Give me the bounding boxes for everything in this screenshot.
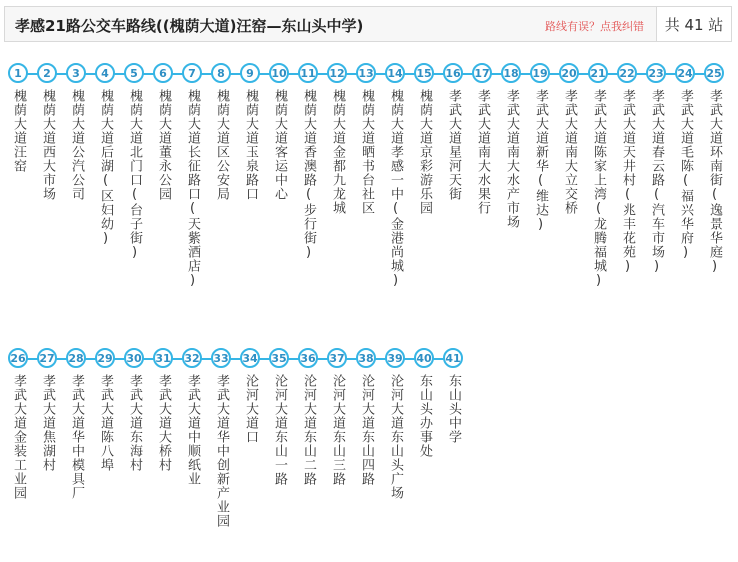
station-row-1 — [0, 63, 738, 343]
station-name: 孝武大道星河天街 — [446, 89, 461, 201]
station-number-badge: 3 — [66, 63, 86, 83]
station-stop[interactable] — [92, 348, 120, 560]
station-stop[interactable] — [382, 348, 410, 560]
station-stop[interactable] — [208, 348, 236, 560]
station-name: 槐荫大道香澳路(步行街) — [301, 89, 316, 261]
station-number-badge: 17 — [472, 63, 492, 83]
station-stop[interactable] — [34, 348, 62, 560]
station-name: 槐荫大道北门口(台子街) — [127, 89, 142, 261]
station-name: 孝武大道金装工业园 — [11, 374, 26, 500]
station-name: 孝武大道陈家上湾(龙腾福城) — [591, 89, 606, 289]
station-number-badge: 21 — [588, 63, 608, 83]
station-number-badge: 34 — [240, 348, 260, 368]
station-stop[interactable] — [150, 348, 178, 560]
station-stop[interactable] — [324, 63, 352, 343]
station-stop[interactable] — [295, 348, 323, 560]
station-name: 槐荫大道玉泉路口 — [243, 89, 258, 201]
station-stop[interactable] — [63, 63, 91, 343]
station-number-badge: 33 — [211, 348, 231, 368]
station-number-badge: 28 — [66, 348, 86, 368]
station-number-badge: 25 — [704, 63, 724, 83]
station-stop[interactable] — [150, 63, 178, 343]
station-count-box — [656, 7, 731, 41]
station-stop[interactable] — [411, 63, 439, 343]
station-number-badge: 4 — [95, 63, 115, 83]
station-stop[interactable] — [556, 63, 584, 343]
route-header — [4, 6, 732, 42]
station-name: 孝武大道华中模具厂 — [69, 374, 84, 500]
station-stop[interactable] — [701, 63, 729, 343]
station-name: 孝武大道毛陈(福兴华府) — [678, 89, 693, 261]
station-stop[interactable] — [469, 63, 497, 343]
station-number-badge: 2 — [37, 63, 57, 83]
station-number-badge: 20 — [559, 63, 579, 83]
station-stop[interactable] — [92, 63, 120, 343]
station-number-badge: 8 — [211, 63, 231, 83]
station-number-badge: 13 — [356, 63, 376, 83]
station-name: 槐荫大道汪窑 — [11, 89, 26, 173]
station-number-badge: 23 — [646, 63, 666, 83]
station-name: 沦河大道口 — [243, 374, 258, 444]
station-stop[interactable] — [237, 348, 265, 560]
station-number-badge: 37 — [327, 348, 347, 368]
station-name: 沦河大道东山头广场 — [388, 374, 403, 500]
station-stop[interactable] — [324, 348, 352, 560]
station-name: 槐荫大道晒书台社区 — [359, 89, 374, 215]
station-number-badge: 32 — [182, 348, 202, 368]
station-number-badge: 5 — [124, 63, 144, 83]
station-stop[interactable] — [179, 63, 207, 343]
station-stop[interactable] — [5, 348, 33, 560]
station-name: 槐荫大道后湖(区妇幼) — [98, 89, 113, 247]
station-number-badge: 30 — [124, 348, 144, 368]
station-name: 孝武大道陈八埠 — [98, 374, 113, 472]
station-number-badge: 11 — [298, 63, 318, 83]
station-number-badge: 22 — [617, 63, 637, 83]
station-name: 沦河大道东山一路 — [272, 374, 287, 486]
station-number-badge: 29 — [95, 348, 115, 368]
station-name: 孝武大道南大水果行 — [475, 89, 490, 215]
station-name: 槐荫大道孝感一中(金港尚城) — [388, 89, 403, 289]
station-number-badge: 24 — [675, 63, 695, 83]
station-count: 共 41 站 — [664, 16, 724, 34]
station-name: 沦河大道东山二路 — [301, 374, 316, 486]
station-number-badge: 12 — [327, 63, 347, 83]
station-name: 孝武大道春云路(汽车市场) — [649, 89, 664, 275]
station-stop[interactable] — [498, 63, 526, 343]
station-stop[interactable] — [353, 63, 381, 343]
station-stop[interactable] — [34, 63, 62, 343]
report-error-link[interactable]: 路线有误？点我纠错 — [545, 20, 644, 33]
station-name: 孝武大道中顺纸业 — [185, 374, 200, 486]
station-number-badge: 36 — [298, 348, 318, 368]
station-name: 槐荫大道公汽公司 — [69, 89, 84, 201]
station-stop[interactable] — [266, 348, 294, 560]
station-stop[interactable] — [440, 63, 468, 343]
station-name: 孝武大道环南街(逸景华庭) — [707, 89, 722, 275]
station-stop[interactable] — [121, 63, 149, 343]
station-number-badge: 7 — [182, 63, 202, 83]
station-name: 槐荫大道西大市场 — [40, 89, 55, 201]
station-name: 沦河大道东山三路 — [330, 374, 345, 486]
station-number-badge: 9 — [240, 63, 260, 83]
station-name: 孝武大道东海村 — [127, 374, 142, 472]
route-title: 孝感21路公交车路线((槐荫大道)汪窑—东山头中学) — [15, 17, 364, 35]
station-stop[interactable] — [614, 63, 642, 343]
station-name: 孝武大道华中创新产业园 — [214, 374, 229, 528]
station-number-badge: 16 — [443, 63, 463, 83]
station-stop[interactable] — [266, 63, 294, 343]
station-stop[interactable] — [5, 63, 33, 343]
station-number-badge: 27 — [37, 348, 57, 368]
station-stop[interactable] — [353, 348, 381, 560]
station-stop[interactable] — [527, 63, 555, 343]
station-name: 孝武大道焦湖村 — [40, 374, 55, 472]
station-stop[interactable] — [237, 63, 265, 343]
station-name: 槐荫大道金都九龙城 — [330, 89, 345, 215]
station-number-badge: 14 — [385, 63, 405, 83]
station-stop[interactable] — [411, 348, 439, 560]
station-number-badge: 40 — [414, 348, 434, 368]
station-name: 孝武大道天井村(兆丰花苑) — [620, 89, 635, 275]
station-number-badge: 38 — [356, 348, 376, 368]
station-name: 沦河大道东山四路 — [359, 374, 374, 486]
station-name: 孝武大道南大立交桥 — [562, 89, 577, 215]
station-name: 槐荫大道区公安局 — [214, 89, 229, 201]
station-name: 孝武大道新华(维达) — [533, 89, 548, 233]
station-name: 槐荫大道京彩游乐园 — [417, 89, 432, 215]
station-number-badge: 10 — [269, 63, 289, 83]
station-number-badge: 35 — [269, 348, 289, 368]
station-name: 孝武大道大桥村 — [156, 374, 171, 472]
station-name: 东山头办事处 — [417, 374, 432, 458]
station-name: 槐荫大道董永公园 — [156, 89, 171, 201]
station-stop[interactable] — [208, 63, 236, 343]
station-name: 孝武大道南大水产市场 — [504, 89, 519, 229]
station-number-badge: 15 — [414, 63, 434, 83]
station-number-badge: 26 — [8, 348, 28, 368]
station-stop[interactable] — [121, 348, 149, 560]
station-name: 东山头中学 — [446, 374, 461, 444]
station-number-badge: 6 — [153, 63, 173, 83]
station-stop[interactable] — [585, 63, 613, 343]
station-row-2 — [0, 348, 738, 560]
station-stop[interactable] — [382, 63, 410, 343]
station-number-badge: 41 — [443, 348, 463, 368]
station-name: 槐荫大道客运中心 — [272, 89, 287, 201]
station-name: 槐荫大道长征路口(天紫酒店) — [185, 89, 200, 289]
station-stop[interactable] — [295, 63, 323, 343]
station-stop[interactable] — [672, 63, 700, 343]
station-number-badge: 1 — [8, 63, 28, 83]
station-stop[interactable] — [63, 348, 91, 560]
station-stop[interactable] — [643, 63, 671, 343]
station-number-badge: 19 — [530, 63, 550, 83]
station-number-badge: 18 — [501, 63, 521, 83]
station-stop[interactable] — [440, 348, 468, 560]
station-number-badge: 39 — [385, 348, 405, 368]
station-number-badge: 31 — [153, 348, 173, 368]
station-stop[interactable] — [179, 348, 207, 560]
